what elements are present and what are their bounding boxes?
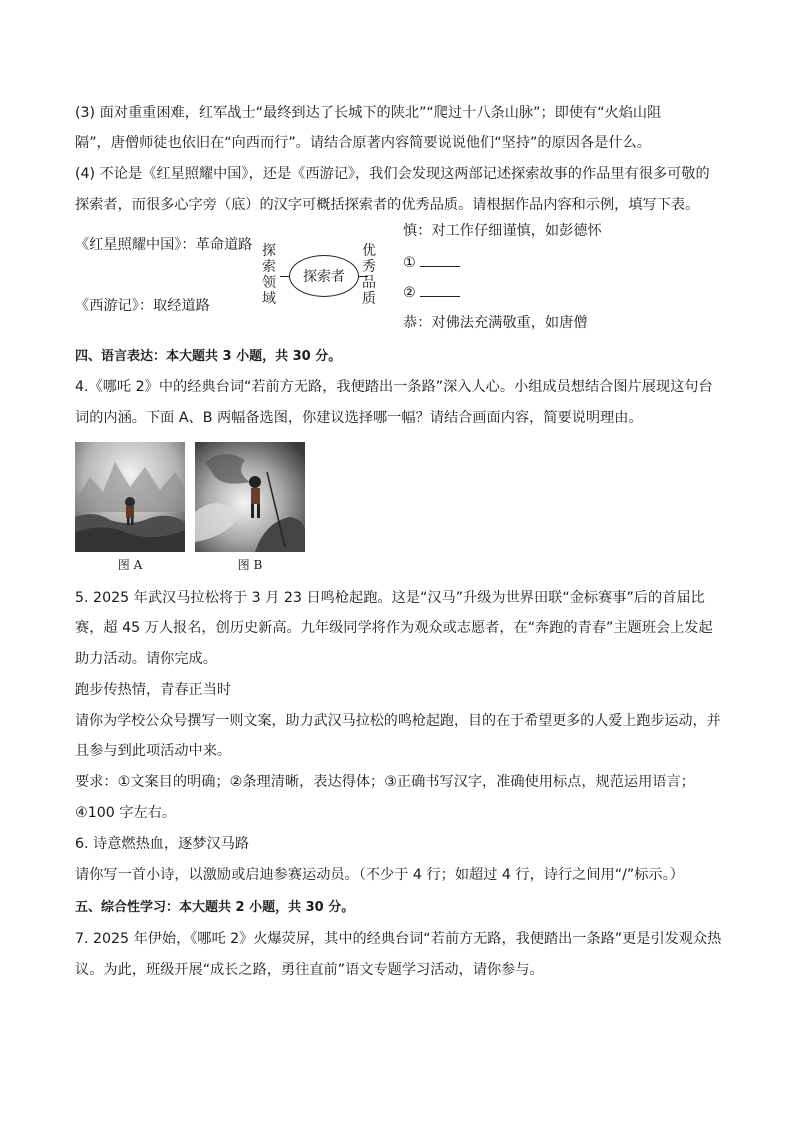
q5-line-3: 助力活动。请你完成。 [75,651,217,667]
q4sub-line-1: (4) 不论是《红星照耀中国》，还是《西游记》，我们会发现这两部记述探索故事的作品里有很多可敬的 [75,166,710,182]
q5-line-1: 5. 2025 年武汉马拉松将于 3 月 23 日鸣枪起跑。这是“汉马”升级为世界田联“金标赛事”后的首届比 [75,590,705,606]
q5-line-5: 且参与到此项活动中来。 [75,743,232,759]
q7-line-1: 7. 2025 年伊始，《哪吒 2》火爆荧屏，其中的经典台词“若前方无路，我便踏出一条路”更是引发观众热 [75,931,722,947]
figure-b-image [195,442,305,552]
figure-a-image [75,442,185,552]
diagram-left-top: 《红星照耀中国》：革命道路 [75,237,253,253]
q4-line-1: 4.《哪吒 2》中的经典台词“若前方无路，我便踏出一条路”深入人心。小组成员想结合图片展现这句台 [75,379,713,395]
answer-blank-2[interactable] [420,284,460,297]
q6-line-1: 请你写一首小诗，以激励或启迪参赛运动员。（不少于 4 行；如超过 4 行，诗行之间用“/”标示。） [75,867,684,883]
section-4-heading: 四、语言表达：本大题共 3 小题，共 30 分。 [75,349,342,364]
q7-line-2: 议。为此，班级开展“成长之路，勇往直前”语文专题学习活动，请你参与。 [75,962,544,978]
figure-a-caption: 图 A [117,558,143,572]
q5-theme: 跑步传热情，青春正当时 [75,682,232,698]
q5-requirements-2: ④100 字左右。 [75,805,177,821]
q4sub-line-2: 探索者，而很多心字旁（底）的汉字可概括探索者的优秀品质。请根据作品内容和示例，填写下表。 [75,197,700,213]
q5-line-2: 赛，超 45 万人报名，创历史新高。九年级同学将作为观众或志愿者，在“奔跑的青春”主题班会上发起 [75,620,713,636]
diagram-vertical-left: 探索领域 [262,243,276,307]
q5-requirements-1: 要求：①文案目的明确；②条理清晰，表达得体；③正确书写汉字，准确使用标点，规范运用语言； [75,774,695,790]
blank-1-label: ① [403,255,416,271]
blank-2-label: ② [403,285,416,301]
q5-line-4: 请你为学校公众号撰写一则文案，助力武汉马拉松的鸣枪起跑，目的在于希望更多的人爱上跑步运动，并 [75,713,721,729]
q4-line-2: 词的内涵。下面 A、B 两幅备选图，你建议选择哪一幅？请结合画面内容，简要说明理由。 [75,410,643,426]
q3-line-1: (3) 面对重重困难，红军战士“最终到达了长城下的陕北”“爬过十八条山脉”；即使有“火焰山阻 [75,105,662,121]
diagram-left-bottom: 《西游记》：取经道路 [75,298,210,314]
section-5-heading: 五、综合性学习：本大题共 2 小题，共 30 分。 [75,900,355,915]
diagram-right-3 [403,283,460,303]
diagram-right-2 [403,253,460,273]
diagram-right-1: 慎：对工作仔细谨慎，如彭德怀 [403,223,602,239]
figure-b-caption: 图 B [237,558,263,572]
diagram-right-4: 恭：对佛法充满敬重，如唐僧 [403,315,588,331]
answer-blank-1[interactable] [420,254,460,267]
diagram-vertical-right: 优秀品质 [362,243,376,307]
diagram-center-label: 探索者 [303,269,345,285]
diagram-center-oval [289,255,359,297]
q6-title: 6. 诗意燃热血，逐梦汉马路 [75,836,250,852]
q3-line-2: 隔”，唐僧师徒也依旧在“向西而行”。请结合原著内容简要说说他们“坚持”的原因各是什么。 [75,135,651,151]
diagram-connector-left [280,276,289,277]
